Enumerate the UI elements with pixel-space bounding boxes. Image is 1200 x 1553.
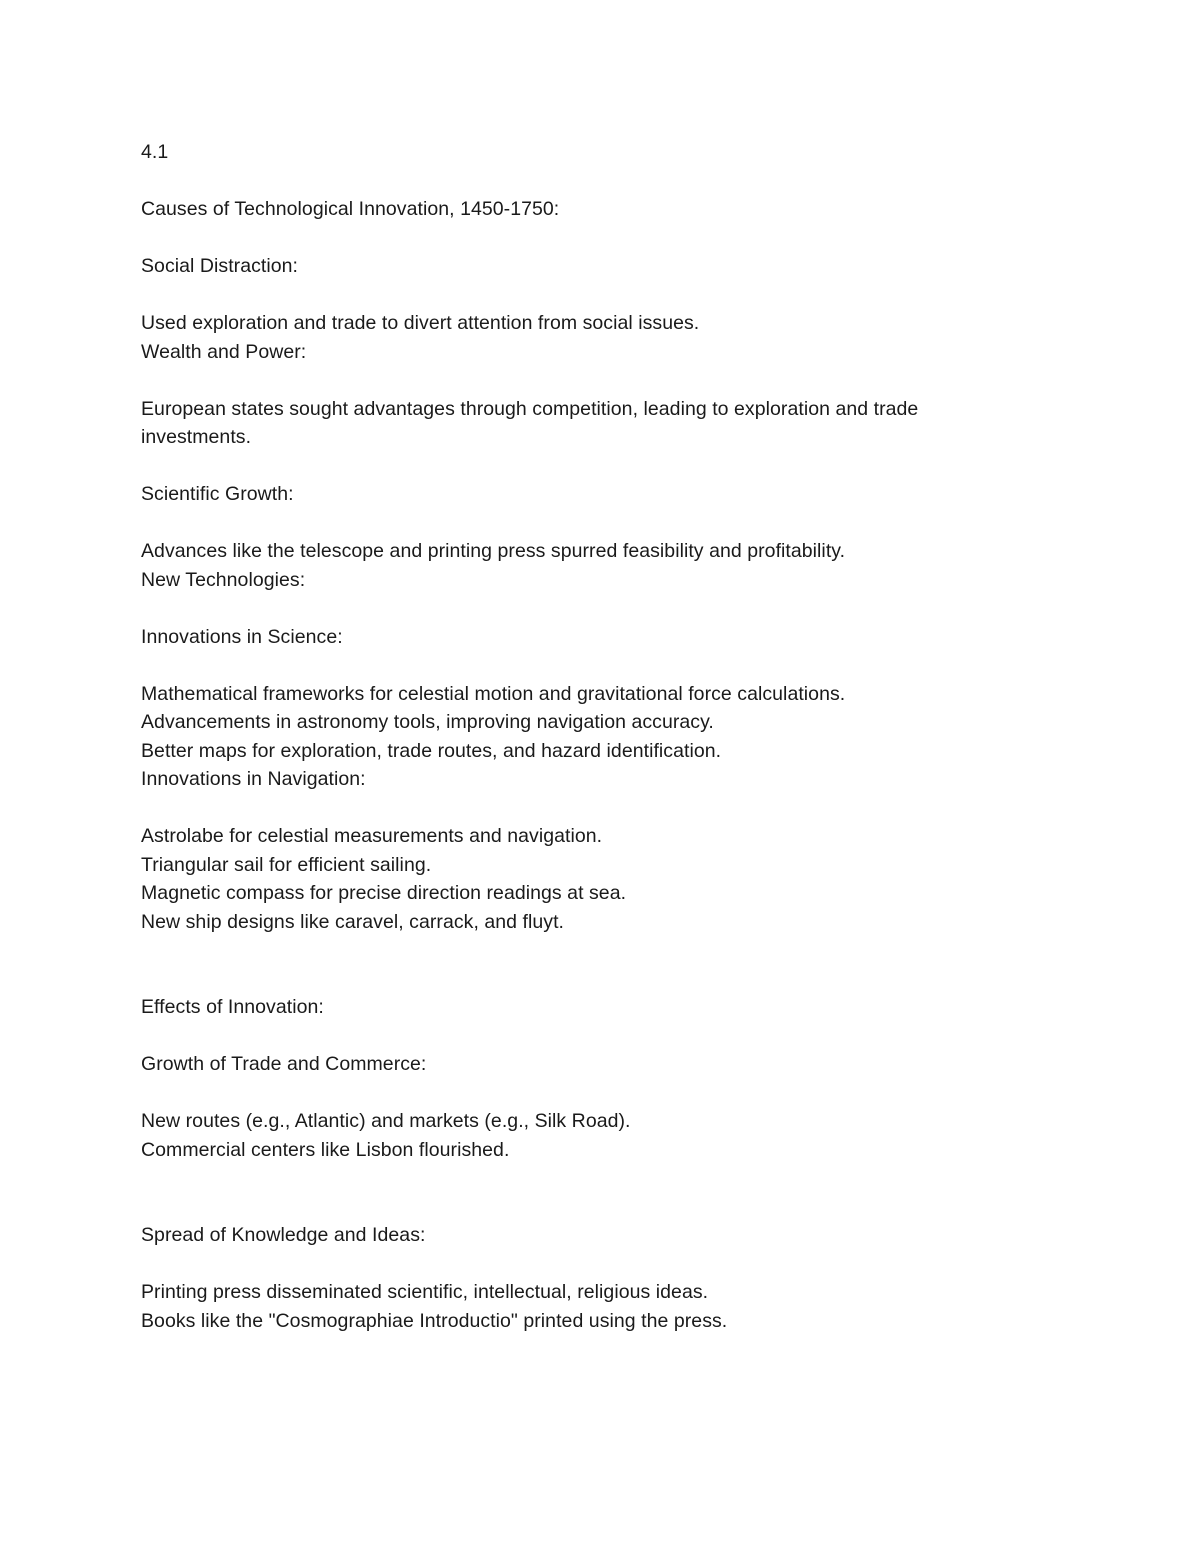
blank-line <box>141 167 1021 196</box>
new-technologies-heading: New Technologies: <box>141 568 306 591</box>
innovations-navigation-item: Triangular sail for efficient sailing. <box>141 853 432 876</box>
blank-line <box>141 1250 1021 1279</box>
blank-line <box>141 452 1021 481</box>
scientific-growth-heading: Scientific Growth: <box>141 483 294 505</box>
blank-line <box>141 366 1021 395</box>
blank-line <box>141 1164 1021 1193</box>
knowledge-ideas-item: Books like the "Cosmographiae Introductio" printed using the press. <box>141 1309 728 1332</box>
wealth-power-text: European states sought advantages through competition, leading to exploration and trade investments. <box>141 397 919 448</box>
trade-commerce-heading: Growth of Trade and Commerce: <box>141 1053 427 1075</box>
trade-commerce-item: New routes (e.g., Atlantic) and markets (e.g., Silk Road). <box>141 1110 631 1132</box>
innovations-science-heading: Innovations in Science: <box>141 625 343 648</box>
wealth-power-heading: Wealth and Power: <box>141 340 307 363</box>
blank-line <box>141 281 1021 310</box>
blank-line <box>141 509 1021 538</box>
blank-line <box>141 1079 1021 1108</box>
blank-line <box>141 594 1021 623</box>
innovations-navigation-item: Magnetic compass for precise direction readings at sea. <box>141 882 627 904</box>
scientific-growth-text: Advances like the telescope and printing press spurred feasibility and profitability. <box>141 540 846 562</box>
blank-line <box>141 1193 1021 1222</box>
blank-line <box>141 224 1021 253</box>
knowledge-ideas-item: Printing press disseminated scientific, intellectual, religious ideas. <box>141 1281 709 1303</box>
blank-line <box>141 794 1021 823</box>
knowledge-ideas-heading: Spread of Knowledge and Ideas: <box>141 1224 426 1246</box>
section-number: 4.1 <box>141 141 169 163</box>
trade-commerce-item: Commercial centers like Lisbon flourished. <box>141 1138 510 1161</box>
blank-line <box>141 1022 1021 1051</box>
innovations-science-item: Advancements in astronomy tools, improving navigation accuracy. <box>141 711 714 733</box>
effects-heading: Effects of Innovation: <box>141 996 324 1018</box>
innovations-science-item: Better maps for exploration, trade routes, and hazard identification. <box>141 739 722 762</box>
blank-line <box>141 965 1021 994</box>
innovations-navigation-heading: Innovations in Navigation: <box>141 768 366 790</box>
document-body <box>141 138 1021 1335</box>
innovations-navigation-item: Astrolabe for celestial measurements and navigation. <box>141 825 603 847</box>
social-distraction-heading: Social Distraction: <box>141 255 299 277</box>
blank-line <box>141 936 1021 965</box>
innovations-science-item: Mathematical frameworks for celestial motion and gravitational force calculations. <box>141 682 846 705</box>
causes-heading: Causes of Technological Innovation, 1450-1750: <box>141 198 560 220</box>
social-distraction-text: Used exploration and trade to divert attention from social issues. <box>141 312 700 334</box>
innovations-navigation-item: New ship designs like caravel, carrack, and fluyt. <box>141 910 565 933</box>
blank-line <box>141 651 1021 680</box>
